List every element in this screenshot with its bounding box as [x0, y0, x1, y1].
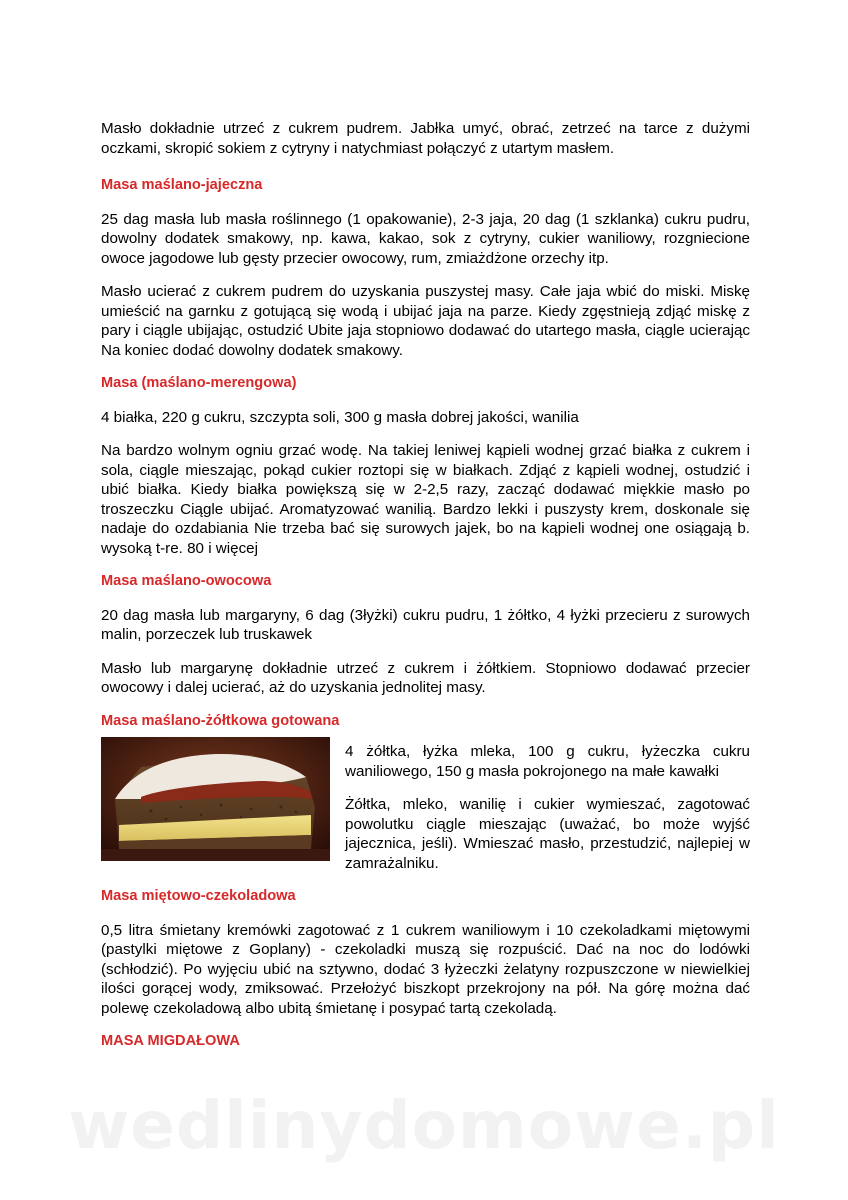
method-paragraph: Masło ucierać z cukrem pudrem do uzyskania puszystej masy. Całe jaja wbić do miski. Miskę umieścić na garnku z gotującą się wodą i ubijać jaja na parze. Kiedy zgęstnieją zdjąć miskę z pary i ciągle ubijając, ostudzić Ubite jaja stopniowo dodawać do utartego masła, ciągle ucierając Na koniec dodać dowolny dodatek smakowy. [101, 283, 750, 359]
method-paragraph: Na bardzo wolnym ogniu grzać wodę. Na takiej leniwej kąpieli wodnej grzać białka z cukrem i sola, ciągle mieszając, pokąd cukier roztopi się w białkach. Zdjąć z kąpieli wodnej, ostudzić i ubić białka. Kiedy białka powiększą się w 2-2,5 razy, zacząć dodawać miękkie masło po troszeczku Ciągle ubijać. Aromatyzować wanilią. Bardzo lekki i puszysty krem, doskonale się nadaje do ozdabiania Nie trzeba bać się surowych jajek, bo na kąpieli wodnej one osiągają b. wysoką t-re. 80 i więcej [101, 442, 750, 557]
section-with-image [101, 734, 750, 873]
watermark: wedlinydomowe.pl [68, 1087, 780, 1164]
intro-paragraph: Masło dokładnie utrzeć z cukrem pudrem. Jabłka umyć, obrać, zetrzeć na tarce z dużymi oczkami, skropić sokiem z cytryny i natychmiast połączyć z utartym masłem. [101, 120, 750, 157]
document-page [101, 119, 750, 1052]
ingredients-paragraph: 4 żółtka, łyżka mleka, 100 g cukru, łyżeczka cukru waniliowego, 150 g masła pokrojonego na małe kawałki [345, 743, 750, 780]
heading-masa-maslano-owocowa: Masa maślano-owocowa [101, 573, 272, 589]
method-paragraph: Żółtka, mleko, wanilię i cukier wymieszać, zagotować powolutku ciągle mieszając (uważać, bo może wyjść jajecznica, jeśli). Wmieszać masło, przestudzić, najlepiej w zamrażalniku. [345, 796, 750, 872]
cake-illustration [101, 737, 330, 861]
method-paragraph: 0,5 litra śmietany kremówki zagotować z 1 cukrem waniliowym i 10 czekoladkami miętowymi (pastylki miętowe z Goplany) - czekoladki muszą się rozpuścić. Dać na noc do lodówki (schłodzić). Po wyjęciu ubić na sztywno, dodać 3 łyżeczki żelatyny rozpuszczone w niewielkiej ilości gorącej wody, zmiksować. Przełożyć biszkopt przekrojony na pół. Na górę można dać polewę czekoladową albo ubitą śmietanę i posypać tartą czekoladą. [101, 921, 750, 1017]
method-paragraph: Masło lub margarynę dokładnie utrzeć z cukrem i żółtkiem. Stopniowo dodawać przecier owocowy i dalej ucierać, aż do uzyskania jednolitej masy. [101, 659, 750, 696]
heading-masa-maslano-jajeczna: Masa maślano-jajeczna [101, 177, 263, 193]
heading-masa-maslano-zoltkowa: Masa maślano-żółtkowa gotowana [101, 712, 340, 729]
cake-photo [101, 737, 330, 861]
heading-masa-migdalowa: MASA MIGDAŁOWA [101, 1033, 240, 1049]
ingredients-paragraph: 4 białka, 220 g cukru, szczypta soli, 300 g masła dobrej jakości, wanilia [101, 408, 579, 426]
heading-masa-maslano-merengowa: Masa (maślano-merengowa) [101, 375, 297, 391]
side-text [345, 734, 750, 873]
heading-masa-mietowo-czekoladowa: Masa miętowo-czekoladowa [101, 888, 296, 904]
ingredients-paragraph: 25 dag masła lub masła roślinnego (1 opakowanie), 2-3 jaja, 20 dag (1 szklanka) cukru pudru, dowolny dodatek smakowy, np. kawa, kakao, sok z cytryny, cukier waniliowy, rozgniecione owoce jagodowe lub gęsty przecier owocowy, rum, zmiażdżone orzechy itp. [101, 210, 750, 267]
ingredients-paragraph: 20 dag masła lub margaryny, 6 dag (3łyżki) cukru pudru, 1 żółtko, 4 łyżki przecieru z surowych malin, porzeczek lub truskawek [101, 606, 750, 643]
